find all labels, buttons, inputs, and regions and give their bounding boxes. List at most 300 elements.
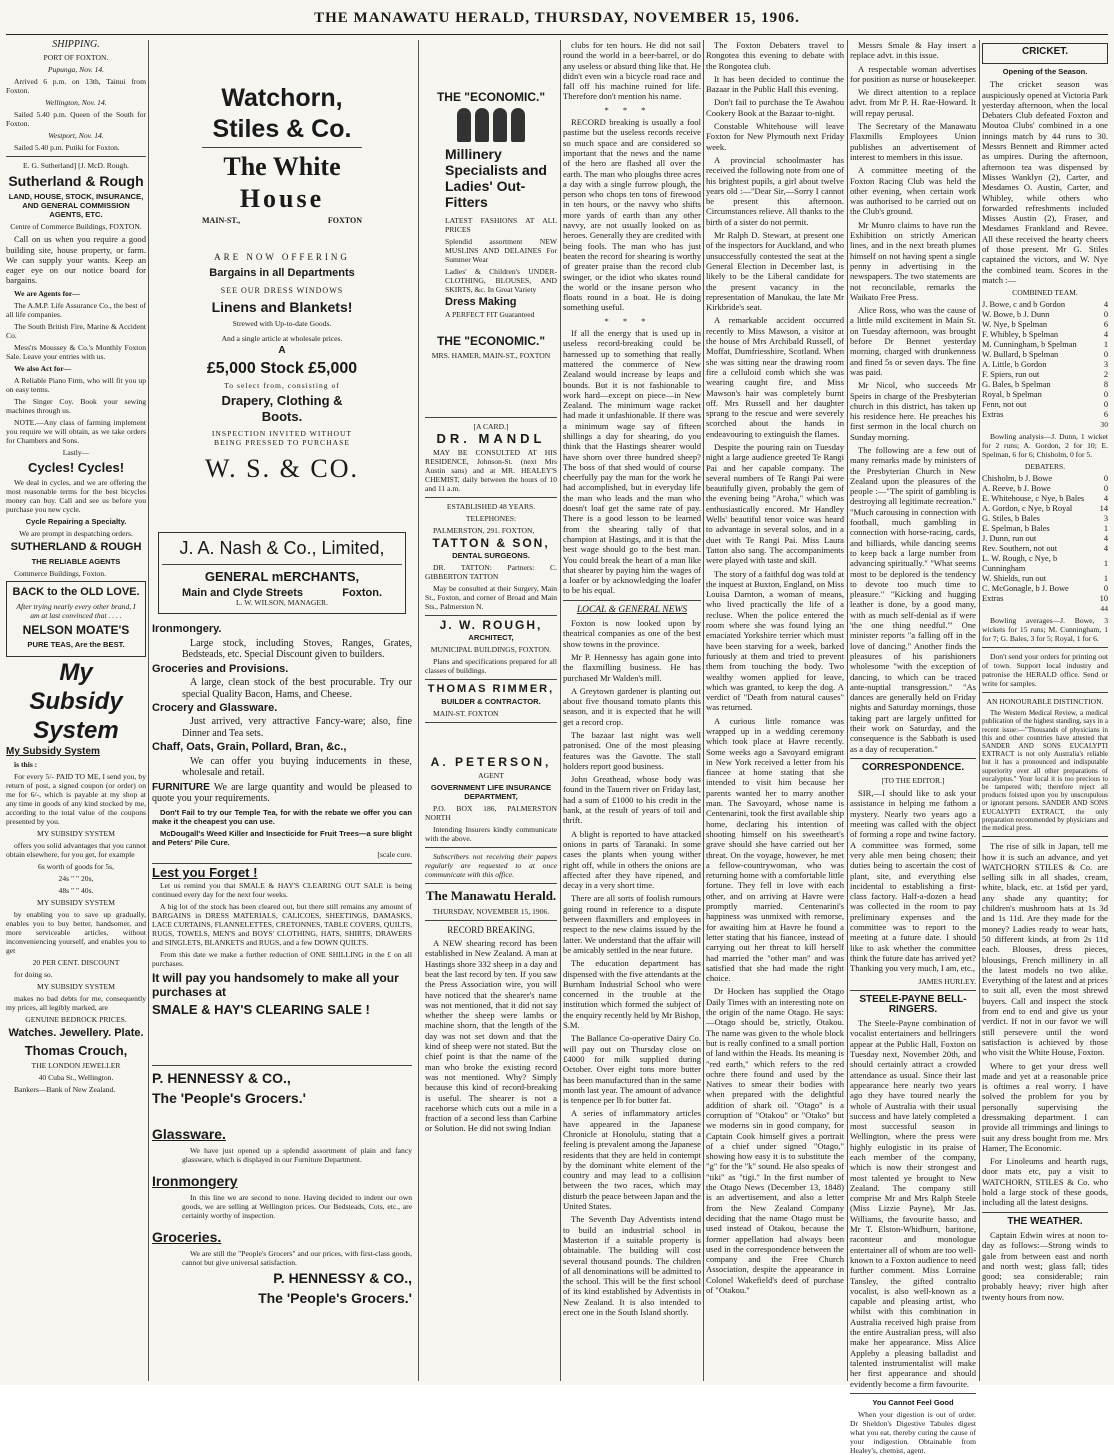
divider bbox=[982, 1212, 1108, 1213]
column-5 bbox=[706, 40, 844, 1381]
wsco-signature: W. S. & CO. bbox=[205, 454, 359, 484]
bargains-text: Bargains in all Departments bbox=[209, 266, 355, 279]
crouch-address: 40 Cuba St., Wellington. bbox=[38, 1073, 114, 1083]
divider bbox=[425, 883, 557, 884]
news-paragraph: The education department has dispensed with the five attendants at the Burnham Industrial School who were concerned in the trouble at the institution which formed the subject of the enquiry recently held by Mr Bishop, S.M. bbox=[563, 958, 701, 1031]
news-paragraph: Alice Ross, who was the cause of a little mild excitement in Main St. on Tuesday afternoon, was brought before Dr Bennet yesterday morning, charged with drunkenness and fined 5s or seven days. The fine was paid. bbox=[850, 305, 976, 377]
economic-title-2: THE "ECONOMIC." bbox=[436, 334, 546, 349]
forget-paragraph: A big lot of the stock has been cleared out, but there still remains any amount of BARGAINS in DRESS MATERIALS, CALICOES, SHEETINGS, DAMASKS, LACE CURTAINS, FLANNELETTES, CRETONNES, TABLE COVERS, QUILTS, RUGS, TOWELS, MEN'S and BOYS' CLOTHING, HATS, SHIRTS, DRAWERS and SINGLETS, BLANKETS and RUGS, and a few DOWN QUILTS. bbox=[152, 901, 412, 947]
batsman-name: Extras bbox=[982, 410, 1004, 420]
a-text: A bbox=[278, 344, 286, 356]
cannot-feel-good-text: When your digestion is out of order. Dr Sheldon's Digestive Tabules digest what you eat, thereby curing the cause of your indigestion. Obtainable from Healey's, chemist, agent. bbox=[850, 1409, 976, 1455]
plans-text: Plans and specifications prepared for all classes of buildings. bbox=[425, 657, 557, 676]
general-merchants: GENERAL mERCHANTS, bbox=[204, 569, 360, 585]
subsidy-is: is this : bbox=[14, 760, 38, 770]
subsidy-paragraph: For every 5/- PAID TO ME, I send you, by return of post, a signed coupon (or order) on me for 6/-, which is payable at my shop at any time in goods of any kind stocked by me, according to the total value of the coupons presented by you. bbox=[6, 772, 146, 827]
score-row bbox=[982, 310, 1108, 320]
dressmaking-text: Dress Making bbox=[445, 296, 517, 308]
weed-killer-text: McDougall's Weed Killer and Insecticide for Fruit Trees—a sure blight and Peters' Pile Cure. bbox=[152, 828, 412, 847]
peterson-name: A. PETERSON, bbox=[430, 755, 552, 770]
divider bbox=[425, 679, 557, 680]
score-row bbox=[982, 320, 1108, 330]
glassware-heading: Glassware. bbox=[152, 1125, 226, 1142]
address-street: MAIN-ST., bbox=[202, 216, 241, 225]
agent-label: AGENT bbox=[478, 770, 504, 780]
divider bbox=[202, 147, 362, 148]
batsman-runs: 4 bbox=[1103, 330, 1108, 340]
combined-total: 30 bbox=[1100, 420, 1108, 430]
cycles-repairing: Cycle Repairing a Specialty. bbox=[25, 516, 127, 526]
hennessy-name: P. HENNESSY & CO., bbox=[152, 1069, 291, 1086]
batsman-runs: 2 bbox=[1103, 370, 1108, 380]
cricket-paragraph: The cricket season was auspiciously opened at Victoria Park yesterday afternoon, when the local Debaters Club defeated Foxton and Moutoa Clubs' combined in a one innings match by 44 runs to 30. Messrs Bennett and Rimmer acted as umpires. During the afternoon, afternoon tea was dispensed by Misses Wanklyn (2), Carter, and Mesdames O. Austin, Carter, and Whibley, while others who forwarded refreshments included Misses Austin (2), Fraser, and Mesdames Frankland and Revee. All these received the hearty cheers of those present. Mr G. Stiles captained the victors, and W. Nye the combined team. Scores in the match :— bbox=[982, 79, 1108, 285]
batsman-name: G. Bales, b Spelman bbox=[982, 380, 1051, 390]
address-town: FOXTON bbox=[327, 216, 362, 225]
crocery-text: Just arrived, very attractive Fancy-ware; also, fine Dinner and Tea sets. bbox=[182, 716, 412, 739]
debaters-scores bbox=[982, 474, 1108, 604]
batsman-name: E. Spelman, b Bales bbox=[982, 524, 1050, 534]
batsman-runs: 4 bbox=[1103, 494, 1108, 504]
chaff-heading: Chaff, Oats, Grain, Pollard, Bran, &c., bbox=[152, 741, 347, 754]
column-3 bbox=[425, 40, 557, 1381]
divider bbox=[850, 758, 976, 759]
news-paragraph: A remarkable accident occurred recently to Miss Mawson, a visitor at the house of Mrs Archibald Russell, of Moffat, Dumfriesshire, Scotland. When she was sitting near the drawing room fire a celluloid comb which she was wearing caught fire, and Miss Mawson's hair was completely burnt off. Mrs Russell and her daughter sprang to the rescue and were severely scorched about the hands in endeavouring to extinguish the flames. bbox=[706, 315, 844, 439]
stiles-name: Stiles & Co. bbox=[212, 115, 352, 143]
score-row bbox=[982, 350, 1108, 360]
telephones-label: TELEPHONES: bbox=[465, 513, 517, 523]
news-paragraph: John Greathead, whose body was found in the Tauern river on Friday last, had a sum of £1000 to his credit in the bank, at the result of years of toil and thrift. bbox=[563, 774, 701, 826]
score-row bbox=[982, 474, 1108, 484]
bowling-averages: Bowling averages—J. Bowe, 3 wickets for 15 runs; M. Cunningham, 1 for 7; G. Bales, 3 for 5; Royal, 1 for 6. bbox=[982, 616, 1108, 644]
firm2-name: SUTHERLAND & ROUGH bbox=[10, 540, 142, 553]
ironmongery2-text: In this line we are second to none. Having decided to indent our own goods, we are selling at Wellington prices. Our Bedsteads, Cots, etc., are certainly worthy of inspection. bbox=[182, 1192, 412, 1220]
batsman-name: F. Spiers, run out bbox=[982, 370, 1040, 380]
news-paragraph: We direct attention to a replace advt. from Mr P. H. Rae-Howard. It will repay perusal. bbox=[850, 87, 976, 118]
news-paragraph: A provincial schoolmaster has received the following note from one of his brightest pupils, a girl about twelve years old :—"Dear Sir,—Sorry I cannot be present this afternoon. Circumstances relieve. All thanks to the birth of a sister do not permit. bbox=[706, 154, 844, 227]
forget-paragraph: Let us remind you that SMALE & HAY'S CLEARING OUT SALE is being continued every day for the next four weeks. bbox=[152, 880, 412, 899]
score-row bbox=[982, 494, 1108, 504]
printing-notice: Don't send your orders for printing out of town. Support local industry and patronise the HERALD office. Send or write for samples. bbox=[982, 652, 1108, 689]
tea-advertisement bbox=[6, 581, 146, 657]
tea-headline: BACK to the OLD LOVE. bbox=[12, 585, 140, 598]
perfect-fit-text: A PERFECT FIT Guaranteed bbox=[445, 310, 535, 320]
column-divider bbox=[560, 40, 561, 1381]
firm-name: Sutherland & Rough bbox=[8, 173, 144, 190]
subsidy-title-1: My bbox=[59, 658, 93, 686]
batsman-runs: 0 bbox=[1103, 350, 1108, 360]
news-paragraph: A series of inflammatory articles have appeared in the Japanese Chronicle at Honolulu, stating that a feeling is prevalent among the Japanese residents that they are held in contempt by the dominant white element of the country and may lead to a collision between the two races, which may disturb the peace between Japan and the United States. bbox=[563, 1108, 701, 1212]
subsidy-paragraph: offers you solid advantages that you cannot obtain elsewhere, for you get, for example bbox=[6, 841, 146, 860]
firm-address: Centre of Commerce Buildings, FOXTON. bbox=[10, 222, 142, 232]
groceries-text: A large, clean stock of the best procurable. Try our special Quality Bacon, Hams, and Cheese. bbox=[182, 677, 412, 700]
news-paragraph: The bazaar last night was well patronised. One of the most pleasing features was the Gavotte. The stall holders report good business. bbox=[563, 730, 701, 771]
score-row bbox=[982, 370, 1108, 380]
cycles-paragraph: We deal in cycles, and we are offering the most reasonable terms for the best bicycles money can buy. Call and see us before you purchase you new cycle. bbox=[6, 477, 146, 514]
opening-heading: Opening of the Season. bbox=[1002, 67, 1088, 77]
batsman-name: Extras bbox=[982, 594, 1004, 604]
debaters-total: 44 bbox=[1100, 604, 1108, 614]
weather-heading: THE WEATHER. bbox=[1007, 1215, 1083, 1227]
builder-text: BUILDER & CONTRACTOR. bbox=[441, 697, 541, 707]
batsman-name: A. Gordon, c Nye, b Royal bbox=[982, 504, 1073, 514]
news-paragraph: Foxton is now looked upon by theatrical companies as one of the best show towns in the province. bbox=[563, 618, 701, 649]
column-divider bbox=[703, 40, 704, 1381]
batsman-runs: 1 bbox=[1103, 524, 1108, 534]
note-paragraph: NOTE.—Any class of farming implement you require we will obtain, as we take orders for Chambers and Sons. bbox=[6, 417, 146, 445]
batsman-name: C. McGonagle, b J. Bowe bbox=[982, 584, 1069, 594]
splendid-text: Splendid assortment NEW MUSLINS AND DELAINES For Summer Wear bbox=[445, 237, 557, 264]
white-house-ad bbox=[152, 84, 412, 485]
batsman-runs: 3 bbox=[1103, 514, 1108, 524]
hennessy2-name: P. HENNESSY & CO., bbox=[273, 1269, 412, 1286]
divider bbox=[425, 722, 557, 723]
news-paragraph: A respectable woman advertises for position as nurse or housekeeper. bbox=[850, 63, 977, 84]
score-row bbox=[982, 380, 1108, 390]
score-row bbox=[982, 400, 1108, 410]
tatton-partners: DR. TATTON: Partners: C. GIBBERTON TATTON bbox=[425, 562, 557, 581]
agents-item: The A.M.P. Life Assurance Co., the best of all life companies. bbox=[6, 300, 146, 319]
agents-heading: We are Agents for— bbox=[14, 288, 80, 298]
batsman-name: J. Bowe, c and b Gordon bbox=[982, 300, 1066, 310]
hennessy-subtitle: The 'People's Grocers.' bbox=[152, 1089, 306, 1106]
subsidy-title-2: Subsidy bbox=[29, 687, 123, 715]
nash-name: J. A. Nash & Co., Limited, bbox=[179, 538, 385, 559]
news-paragraph: Dr Hocken has supplied the Otago Daily Times with an interesting note on the origin of the name Otago. He says:—Otago should be, strictly, Otakou. The name was given to the whole block but is really confined to a small portion of land within the Heads. Its meaning is "red earth," which refers to the red ochre there found and used by the Natives to smear their bodies with when prepared with the delightful addition of shark oil. "Otago" is a corruption of "Otakou" or "Otako" but we moderns sin in good company, for Captain Cook himself gives a portrait of a chief under signed "Otago," showing how easy it is to substitute the "g" for the "k" sound. He also speaks of "tiki" as "tigi." In the first number of the Otago News (December 13, 1848) is an advertisement, and also a letter from the New Zealand Company deciding that the name Otago must be used instead of Otakou, because the former appellation had always been used in the correspondence between the company and the Free Church Association, despite the appearance in Colonel Wakefield's deed of purchase of "Otakou." bbox=[706, 986, 844, 1296]
batsman-runs: 3 bbox=[1103, 360, 1108, 370]
subscribers-notice: Subscribers not receiving their papers regularly are requested to at once communicate with this office. bbox=[425, 851, 557, 879]
firm-subtitle: LAND, HOUSE, STOCK, INSURANCE, AND GENERAL COMMISSION AGENTS, ETC. bbox=[8, 192, 144, 220]
debaters-heading: DEBATERS. bbox=[1024, 462, 1066, 472]
news-paragraph: The story of a faithful dog was told at the inquest at Buxton, England, on Miss Louisa Darnton, a woman of means, who lived practically the life of a recluse. When the police entered the room where she was found lying an emaciated Yorkshire terrier which must have been starving for a week, barked furiously at them and tried to prevent them from touching the body. Two wealthy women applied for leave, which was granted, to keep the dog. A verdict of "Death from natural causes" was returned. bbox=[706, 568, 844, 713]
to-editor-text: [TO THE EDITOR.] bbox=[881, 776, 945, 786]
subsidy-paragraph: by enabling you to save up gradually, enables you to buy better, handsomer, and more serviceable articles, without inconveniencing yourself, and enables you to get bbox=[6, 910, 146, 956]
shipping-line: Arrived 6 p.m. on 13th, Tainui from Foxton. bbox=[6, 77, 146, 96]
letter-signature: JAMES HURLEY. bbox=[918, 976, 976, 986]
section-stars: *** bbox=[604, 104, 660, 115]
crouch-subtitle: THE LONDON JEWELLER bbox=[31, 1061, 121, 1071]
shipping-line: Pupunga, Nov. 14. bbox=[47, 65, 105, 75]
column-4 bbox=[563, 40, 701, 1381]
shipping-line: Sailed 5.40 p.m. Queen of the South for Foxton. bbox=[6, 110, 146, 129]
batsman-name: Fenn, not out bbox=[982, 400, 1027, 410]
batsman-runs: 0 bbox=[1103, 310, 1108, 320]
herald-date: THURSDAY, NOVEMBER 15, 1906. bbox=[432, 906, 550, 916]
tatton-name: TATTON & SON, bbox=[432, 535, 550, 550]
column-2 bbox=[152, 40, 412, 1381]
bankers-line: Bankers—Bank of New Zealand. bbox=[14, 1085, 116, 1095]
score-row bbox=[982, 330, 1108, 340]
cycles-heading: Cycles! Cycles! bbox=[27, 459, 125, 475]
batsman-name: G. Stiles, b Bales bbox=[982, 514, 1040, 524]
news-paragraph: Constable Whitehouse will leave Foxton for New Plymouth next Friday week. bbox=[706, 121, 844, 152]
column-divider bbox=[979, 40, 980, 1381]
strewed-text: Strewed with Up-to-date Goods. bbox=[232, 318, 332, 328]
see-windows-text: SEE OUR DRESS WINDOWS bbox=[220, 285, 344, 295]
economic-title: THE "ECONOMIC." bbox=[436, 90, 546, 104]
fashion-figure bbox=[493, 108, 507, 142]
municipal-text: MUNICIPAL BUILDINGS, FOXTON. bbox=[430, 645, 552, 655]
subsidy-paragraph: makes no bad debts for me, consequently my prices, all legibly marked, are bbox=[6, 994, 146, 1013]
also-heading: We also Act for— bbox=[14, 363, 72, 373]
white-house-title-2: House bbox=[239, 184, 325, 213]
divider bbox=[6, 156, 146, 157]
score-row bbox=[982, 300, 1108, 310]
established-text: ESTABLISHED 48 YEARS. bbox=[446, 501, 536, 511]
combined-team-scores bbox=[982, 300, 1108, 420]
fashion-figure bbox=[457, 108, 471, 142]
batsman-runs: 0 bbox=[1103, 584, 1108, 594]
divider bbox=[152, 1065, 412, 1066]
furniture-text: We are large quantity and would be pleased to quote you your requirements. bbox=[152, 781, 412, 805]
telephones-text: PALMERSTON, 291. FOXTON, bbox=[433, 525, 535, 535]
agents-item: Mess'rs Moussey & Co.'s Monthly Foxton Sale. Leave your entries with us. bbox=[6, 342, 146, 361]
single-article-text: And a single article at wholesale prices. bbox=[221, 333, 343, 343]
score-row bbox=[982, 524, 1108, 534]
batsman-runs: 8 bbox=[1103, 380, 1108, 390]
tea-slogan: PURE TEAS, Are the BEST. bbox=[27, 639, 125, 649]
column-divider bbox=[148, 40, 149, 1381]
article-paragraph: RECORD breaking is usually a fool pastime but the useless records receive so much space and are considered so important that the news and the name of the hero are flashed all over the earth. The man who ploughs three acres a day with a single furrow plough, the person who chops ten tons of firewood in ten hours, or the navvy who shifts more yards of earth than any other navvy, are not usually looked on as heroes. Generally they are credited with being fools. The man who has just beaten the record for shearing is worthy of greater praise than the record club swinger, or the idiot who skates round the world or the insane person who floats round in a boat. He is doing something useful. bbox=[563, 117, 701, 313]
score-row bbox=[982, 574, 1108, 584]
bellringers-paragraph: The Steele-Payne combination of vocalist entertainers and bellringers appear at the Public Hall, Foxton on Tuesday next, November 20th, and should certainly attract a crowded attendance as usual. Since their last appearance here nearly two years ago they have toured nearly the whole of Australia with their usual success and have lately completed a most successful season in Wellington, where the press were highly eulogistic in its praise of each member of the company, which is now their strongest and most talented ye brought to New Zealand. The company still comprise Mr and Mrs Ralph Steele (Miss Lizzie Payne), Mr Jas. Williams, the favourite basso, and Mr T. Elston-Whidburn, baritone, raconteur and monologue entertainer all of whom are too well-known to a Foxton audience to need further comment. Miss Lorraine Tansley, the gifted contralto vocalist, is also well-known as a capable and pleasing artist, who whilst with this combination in Australia received high praise from the entire Australian press, will also make her appearance. Miss Alice Appleby a pleasing balladist and talented instrumentalist will make her first appearance and should evidently become a firm favourite. bbox=[850, 1018, 976, 1389]
batsman-name: J. Dunn, run out bbox=[982, 534, 1037, 544]
column-6 bbox=[850, 40, 977, 1455]
groceries-heading: Groceries and Provisions. bbox=[152, 662, 289, 675]
honour-heading: AN HONOURABLE DISTINCTION. bbox=[986, 697, 1104, 707]
hamer-address: MRS. HAMER, MAIN-ST., FOXTON bbox=[431, 351, 551, 361]
news-paragraph: A committee meeting of the Foxton Racing Club was held the other evening, when certain work was authorised to be carried out on the Club's ground. bbox=[850, 165, 976, 217]
news-paragraph: The Seventh Day Adventists intend to build an industrial school in Masterton if a suitable property is obtainable. The building will cost several thousand pounds. The children of all denominations will be admitted to the school. This will be the first school of its kind established by Adventists in New Zealand. It is also intended to erect one in the South Island shortly. bbox=[563, 1214, 701, 1318]
score-row bbox=[982, 484, 1108, 494]
white-house-address bbox=[202, 216, 362, 226]
herald-nameplate: The Manawatu Herald. bbox=[425, 887, 557, 903]
batsman-name: W. Bullard, b Spelman bbox=[982, 350, 1059, 360]
record-paragraph: A NEW shearing record has been established in New Zealand. A man at Hastings shore 332 sheep in a day and beat the last record by ten. If you saw the Press Association wire, you will have noticed that the shearer's name was not mentioned, that it did not say whether the sheep were lambs or machine shorn, that the length of the day was not set down and that the kind of sheep were not stated. But the chief point is that the name of the man who broke the existing record was not mentioned. Why? Simply because this kind of record-breaking is useful. The shearer is not a racehorse which cuts out a mile in a fraction of a second less than Carbine or Solution. He did not swing Indian bbox=[425, 938, 557, 1134]
column-divider bbox=[418, 40, 419, 1381]
furniture-line bbox=[152, 782, 412, 805]
subsidy-example: 24s " " 20s, bbox=[58, 874, 94, 884]
batsman-runs: 10 bbox=[1099, 594, 1108, 604]
scale-cure-text: [scale cure. bbox=[377, 849, 412, 859]
subsidy-heading-2: MY SUBSIDY SYSTEM bbox=[37, 829, 115, 839]
news-paragraph: The Foxton Debaters travel to Rongotea this evening to debate with the Rongotea club. bbox=[706, 40, 844, 71]
nash-town: Foxton. bbox=[342, 587, 382, 600]
news-paragraph: Mr P. Hennessy has again gone into the flaxmilling business. He has purchased Mr Walden's mill. bbox=[563, 651, 701, 683]
nash-ad bbox=[158, 532, 406, 614]
news-paragraph: Don't fail to purchase the Te Awahou Cookery Book at the Bazaar to-night. bbox=[706, 97, 844, 118]
divider bbox=[425, 417, 557, 418]
batsman-runs: 0 bbox=[1103, 390, 1108, 400]
also-item: The Singer Coy. Book your sewing machines through us. bbox=[6, 396, 146, 415]
govt-insurance-text: GOVERNMENT LIFE INSURANCE DEPARTMENT, bbox=[430, 782, 552, 801]
firm-partners: E. G. Sutherland] [J. McD. Rough. bbox=[23, 161, 129, 171]
firm-paragraph: Call on us when you require a good building site, house property, or farm. We can supply your wants. Keep an eager eye on our notice board for bargains. bbox=[6, 234, 146, 286]
firm2-subtitle: THE RELIABLE AGENTS bbox=[31, 556, 121, 566]
news-paragraph: There are all sorts of foolish rumours going round in reference to a dispute between flaxmillers and employees in respect to the new claims issued by the latter. We understand that the affair will be amicably settled in the near future. bbox=[563, 893, 701, 955]
batsman-runs: 0 bbox=[1103, 484, 1108, 494]
silk-paragraph: The rise of silk in Japan, tell me how it is such an advance, and yet WATCHORN STILES & Co. are selling silk in all shades, cream, white, black, etc. at 1s6d per yard, any shade any quantity; for children's mushroom hats at 1s 3d and 1s 11d. Are they made for the money? Ladies ready to wear hats, 50 different kinds, at from 2s 11d each. Blouses, dress pieces, blousings, French millinery in all the latest models no two alike. Everything of the latest and at prices to suit all, even the most shrewd buyers. Call and inspect the stock from end to end and give us your verdict. If not in our favor we will still persevere until the word satisfaction is achieved by those who visit the White House, Foxton. bbox=[982, 841, 1108, 1058]
news-paragraph: The Ballance Co-operative Dairy Co. will pay out on Thursday close on £4000 for milk supplied during October. Over eight tons more butter has been manufactured than in the same month last year. The amount of advance is tenpence per lb for butter fat. bbox=[563, 1033, 701, 1106]
offering-text: ARE NOW OFFERING bbox=[214, 252, 350, 263]
latest-fashions-text: LATEST FASHIONS AT ALL PRICES bbox=[445, 216, 557, 234]
ironmongery2-heading: Ironmongery bbox=[152, 1172, 238, 1189]
score-row bbox=[982, 594, 1108, 604]
inspection-text: INSPECTION INVITED WITHOUT BEING PRESSED TO PURCHASE bbox=[211, 429, 353, 448]
cricket-header-box bbox=[982, 43, 1108, 64]
batsman-name: M. Cunningham, b Spelman bbox=[982, 340, 1077, 350]
fashion-figure bbox=[475, 108, 489, 142]
masthead-title: THE MANAWATU HERALD, THURSDAY, NOVEMBER 15, 1906. bbox=[314, 10, 800, 26]
divider bbox=[162, 564, 402, 565]
card-label: [A CARD.] bbox=[473, 422, 509, 432]
score-row bbox=[982, 340, 1108, 350]
genuine-prices: GENUINE BEDROCK PRICES. bbox=[25, 1015, 127, 1025]
ironmongery-text: Large stock, including Stoves, Ranges, Grates, Bedsteads, etc. Special Discount given to builders. bbox=[182, 637, 412, 661]
score-row bbox=[982, 584, 1108, 594]
divider bbox=[152, 863, 412, 864]
honour-paragraph: The Western Medical Review, a medical publication of the highest standing, says in a recent issue:—"Thousands of physicians in this and other countries have attested that SANDER AND SONS EUCALYPTI EXTRACT is not only Australia's reliable but it has a pronounced and indisputable superiority over all other preparations of eucalyptus." Your local it is too precious to be tampered with; therefore reject all products foisted upon you by unscrupulous or ignorant persons. SANDER AND SONS EUCALYPTI EXTRACT, the only preparation recommended by physicians and the medical press. bbox=[982, 709, 1108, 833]
hennessy2-subtitle: The 'People's Grocers.' bbox=[258, 1289, 412, 1306]
batsman-name: W. Nye, b Spelman bbox=[982, 320, 1048, 330]
watches-heading: Watches. Jewellery. Plate. bbox=[8, 1027, 144, 1040]
tea-text: After trying nearly every other brand, I am at last convinced that . . . . bbox=[16, 601, 136, 620]
stock-text: £5,000 Stock £5,000 bbox=[206, 360, 358, 378]
record-heading: RECORD BREAKING. bbox=[447, 924, 535, 935]
divider bbox=[425, 847, 557, 848]
batsman-name: Rev. Southern, not out bbox=[982, 544, 1058, 554]
shipping-heading: SHIPPING. bbox=[52, 39, 100, 50]
nash-streets: Main and Clyde Streets bbox=[182, 587, 304, 600]
score-row bbox=[982, 360, 1108, 370]
divider bbox=[982, 647, 1108, 648]
cannot-feel-good-heading: You Cannot Feel Good bbox=[872, 1397, 954, 1407]
batsman-name: Chisholm, b J. Bowe bbox=[982, 474, 1053, 484]
also-item: A Reliable Piano Firm, who will fit you up on easy terms. bbox=[6, 375, 146, 394]
divider bbox=[563, 600, 701, 601]
divider bbox=[982, 836, 1108, 837]
divider bbox=[425, 920, 557, 921]
batsman-name: W. Bowe, b J. Dunn bbox=[982, 310, 1050, 320]
batsman-name: F. Whibley, b Spelman bbox=[982, 330, 1059, 340]
batsman-name: L. W. Rough, c Nye, b Cunningham bbox=[982, 554, 1058, 574]
tea-brand: NELSON MOATE'S bbox=[22, 622, 130, 637]
section-stars: *** bbox=[604, 315, 660, 326]
drapery-text: Drapery, Clothing & Boots. bbox=[221, 393, 343, 425]
news-paragraph: A blight is reported to have attacked onions in parts of Taranaki. In some cases the plants when young wither right off, while in others the onions are affected after they have ripened, and decay in a very short time. bbox=[563, 828, 701, 891]
news-paragraph: Mr Nicol, who succeeds Mr Speirs in charge of the Presbyterian church in this district, has taken up his residence here. He preaches his first sermon in the local church on Sunday morning. bbox=[850, 380, 976, 442]
batsman-name: A. Reeve, b J. Bowe bbox=[982, 484, 1051, 494]
groceries2-heading: Groceries. bbox=[152, 1228, 222, 1245]
subsidy-example: 48s " " 40s. bbox=[58, 886, 94, 896]
doctor-name: DR. MANDL bbox=[436, 431, 546, 447]
news-paragraph: The following are a few out of many remarks made by ministers of the Presbyterian Church in New Zealand upon the pleasures of the people :—"The spirit of gambling is destroying all legitimate recreation." "Much carousing in connection with football, much gambling in connection with horse-racing, cards, and billiards, while dancing seems to keep back a large number from advancing spiritually." "What seems most to be deplored is the tendency to devote too much time to pleasure." "Kicking and hugging leather is done, by a good many, with as much self-denial as if were 'the one thing needful.'" One minister reports "a falling off in the love of dancing." Another finds the pleasures of his parishioners wholesome "with the exception of dancing, to which can be traced ante-nuptial transgression." "As dances are generally held on Friday nights and Saturday mornings, those taking part are largely unfitted for their work on Saturday, and the consequence is the Sabbath is used as a day of recuperation." bbox=[850, 444, 976, 754]
port-heading: PORT OF FOXTON. bbox=[43, 53, 109, 63]
batsman-runs: 6 bbox=[1103, 320, 1108, 330]
select-text: To select from, consisting of bbox=[224, 381, 340, 391]
chaff-text: We can offer you buying inducements in these, wholesale and retail. bbox=[182, 755, 412, 779]
local-news-heading: LOCAL & GENERAL NEWS bbox=[576, 604, 688, 615]
millinery-text: Millinery Specialists and Ladies' Out-Fitters bbox=[445, 146, 547, 210]
column-divider bbox=[847, 40, 848, 1381]
forget-paragraph: From this date we make a further reduction of ONE SHILLING in the £ on all purchases. bbox=[152, 949, 412, 968]
score-row bbox=[982, 410, 1108, 420]
subsidy-heading-4: MY SUBSIDY SYSTEM bbox=[37, 982, 115, 992]
lino-paragraph: For Linoleums and hearth rugs, door mats etc, pay a visit to WATCHORN, STILES & Co. who hold a large stock of these goods, including all the latest designs. bbox=[982, 1156, 1108, 1208]
batsman-runs: 1 bbox=[1103, 559, 1108, 569]
batsman-runs: 4 bbox=[1103, 544, 1108, 554]
subsidy-example: 6s worth of goods for 5s, bbox=[38, 862, 114, 872]
batsman-runs: 4 bbox=[1103, 300, 1108, 310]
news-paragraph: It has been decided to continue the Bazaar in the Public Hall this evening. bbox=[706, 73, 844, 95]
article-paragraph: If all the energy that is used up in useless record-breaking could be harnessed up to something that really mattered the commerce of New Zealand would increase by leaps and bounds. But it is not fashionable to work hard—except on piece—in New Zealand. The minimum wage racket had made it unfashionable. If there was a minimum wage say of fifteen shillings a day for shearing, do you think that the Hastings shearer would have shorn over three hundred sheep? The boss of that shed would of course cheerfully pay the man for the work he had accomplished, but in everyday life the man who leads and the man who doesn't loaf get the same rate of pay. There is a good lesson to be learned from the shearing tally of that champion at Hastings, and it is that the best wage should go to the best man. You could break the heart of a man like that shearer by paying him the wages of a loafer or by acknowledging the loafer to be his equal. bbox=[563, 328, 701, 596]
shipping-line: Wellington, Nov. 14. bbox=[45, 98, 107, 108]
subsidy-discount-note: for doing so. bbox=[14, 970, 53, 980]
batsman-runs: 0 bbox=[1103, 474, 1108, 484]
linens-text: Linens and Blankets! bbox=[211, 298, 353, 315]
score-row bbox=[982, 534, 1108, 544]
batsman-runs: 4 bbox=[1103, 534, 1108, 544]
ironmongery-heading: Ironmongery. bbox=[152, 623, 222, 636]
glassware-text: We have just opened up a splendid assortment of plain and fancy glassware, which is displayed in our Furniture Department. bbox=[182, 1145, 412, 1164]
news-paragraph: Mr Munro claims to have run the Exhibition on strictly American lines, and in the next breath plumes himself on not having spent a single penny in advertising in the newspapers. The two statements are not reconcilable, remarks the Waikato Free Press. bbox=[850, 219, 976, 302]
temple-tea-text: Don't Fail to try our Temple Tea, for with the rebate we offer you can make it the cheapest you can use. bbox=[152, 807, 412, 826]
combined-team-heading: COMBINED TEAM. bbox=[1012, 288, 1078, 298]
subsidy-heading-3: MY SUBSIDY SYSTEM bbox=[37, 898, 115, 908]
article-paragraph: clubs for ten hours. He did not sail round the world in a beer-barrel, or do any useless or absurd thing like that. He didn't even win a bicycle road race and fall off his machine ruined for life. Therefore don't mention his name. bbox=[563, 40, 701, 102]
weather-paragraph: Captain Edwin wires at noon to-day as follows:—Strong winds to gale from between east and north and north west; glass fall; tides good; sea considerable; rain probably heavy; river high after twenty hours from now. bbox=[982, 1229, 1108, 1302]
batsman-runs: 6 bbox=[1103, 410, 1108, 420]
lastly-text: Lastly— bbox=[62, 447, 90, 457]
agents-item: The South British Fire, Marine & Accident Co. bbox=[6, 321, 146, 340]
rough-name: J. W. ROUGH, bbox=[439, 617, 543, 632]
news-paragraph: A curious little romance was wrapped up in a wedding ceremony which took place at Havre recently. Some weeks ago a Savoyard emigrant in New York received a letter from his fiancee at home stating that she intended to visit him because her parents wanted her to marry another man. The Savoyard, whose name is Centenarini, took the first available ship home, declaring his intention of shooting himself on his sweetheart's grave should she have carried out her threat. On the voyage, however, he met a fellow-countrywoman, who was returning home with a comfortable little fortune. They fell in love with each other, and on arriving at Havre were promptly married. Centenarini's happiness was unmixed with remorse, for awaiting him at Havre he found a letter stating that his fiancee, instead of carrying out her threat to kill herself had married the "other man" and was satisfied that she had made the right choice. bbox=[706, 715, 844, 984]
score-row bbox=[982, 504, 1108, 514]
rimmer-address: MAIN-ST. FOXTON bbox=[433, 709, 499, 719]
cricket-heading: CRICKET. bbox=[1021, 46, 1069, 57]
score-row bbox=[982, 514, 1108, 524]
crouch-name: Thomas Crouch, bbox=[24, 1043, 128, 1059]
masthead bbox=[0, 10, 1114, 36]
batsman-name: A. Little, b Gordon bbox=[982, 360, 1047, 370]
crocery-heading: Crocery and Glassware. bbox=[152, 702, 278, 715]
news-paragraph: Despite the pouring rain on Tuesday night a large audience greeted Te Rangi Pai and her capable company. The several numbers of Te Rangi Pai were beautifully given, probably the gem of the evening being "Aroha," which was enthusiastically encored. Mr Handley Wells' beautiful tenor voice was heard to advantage in several solos, and in a duet with Te Rangi Pai. Miss Laura Tatton also sang. The accompaniments were played with taste and skill. bbox=[706, 441, 844, 566]
architect-text: ARCHITECT, bbox=[468, 633, 514, 643]
batsman-name: Royal, b Spelman bbox=[982, 390, 1042, 400]
divider bbox=[850, 1393, 976, 1394]
divider bbox=[425, 497, 557, 498]
shipping-line: Sailed 5.40 p.m. Putiki for Foxton. bbox=[14, 143, 120, 153]
dental-text: DENTAL SURGEONS. bbox=[452, 550, 530, 560]
score-row bbox=[982, 544, 1108, 554]
subsidy-discount: 20 PER CENT. DISCOUNT bbox=[32, 958, 120, 968]
divider bbox=[425, 615, 557, 616]
subsidy-title-3: System bbox=[33, 716, 119, 744]
column-1 bbox=[6, 40, 146, 1381]
fashion-figure bbox=[511, 108, 525, 142]
masthead-rule bbox=[6, 34, 1108, 35]
batsman-name: W. Shields, run out bbox=[982, 574, 1047, 584]
column-7 bbox=[982, 40, 1108, 1381]
news-paragraph: Mr Ralph D. Stewart, at present one of the inspectors for Auckland, and who unsuccessfully contested the seat at the General Election in December last, is likely to be the Liberal candidate for the present vacancy in the representation of Manukau, the late Mr Kirkbride's seat. bbox=[706, 230, 844, 313]
white-house-title-1: The White bbox=[223, 152, 341, 181]
fashion-figures-illustration bbox=[425, 108, 557, 142]
batsman-runs: 1 bbox=[1103, 574, 1108, 584]
tatton-text: May be consulted at their Surgery, Main St., Foxton, and corner of Broad and Main Sts., Palmerston N. bbox=[425, 583, 557, 611]
subsidy-heading: My Subsidy System bbox=[6, 745, 100, 757]
score-row bbox=[982, 554, 1108, 574]
forget-heading: Lest you Forget ! bbox=[152, 864, 258, 880]
doctor-text: MAY BE CONSULTED AT HIS RESIDENCE, Johnson-St. (next Mrs Austin sans) and at MR. HEALEY'S CHEMIST, daily between the hours of 10 and 11 a.m. bbox=[425, 447, 557, 493]
